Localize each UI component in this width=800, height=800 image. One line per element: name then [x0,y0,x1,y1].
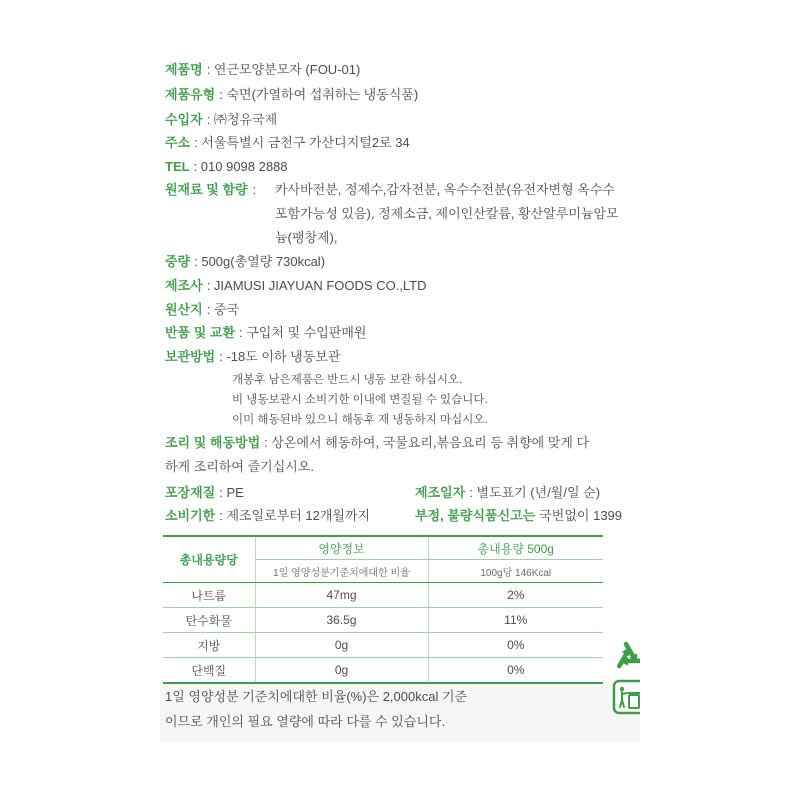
cooking-value: : 상온에서 해동하여, 국물요리,볶음요리 등 취향에 맞게 다 [264,435,590,450]
nutrient-percent: 0% [428,633,603,658]
storage-row [165,347,340,367]
nutrient-name: 탄수화물 [163,608,255,633]
nutrition-header-left: 총내용량당 [163,536,255,583]
storage-note-1: 개봉후 남은제품은 반드시 냉동 보관 하십시오. [232,374,463,386]
manufacture-date-row [415,483,600,503]
tel-label: TEL [165,159,190,174]
ingredients-row [165,180,615,200]
tel-value: : 010 9098 2888 [193,159,288,174]
returns-label: 반품 및 교환 [165,325,236,340]
expiry-label: 소비기한 [165,508,216,523]
trash-bin-icon [612,679,640,715]
nutrition-header-total: 총내용량 500g [428,536,603,560]
nutrition-header-row [163,536,603,560]
nutrient-amount: 0g [255,633,428,658]
address-value: : 서울특별시 금천구 가산디지털2로 34 [194,135,410,150]
importer-row [165,110,277,130]
packaging-label: 포장재질 [165,485,216,500]
nutrient-name: 단백질 [191,663,227,678]
product-type-label: 제품유형 [165,87,216,102]
nutrition-footnote-line-2: 이므로 개인의 필요 열량에 따라 다를 수 있습니다. [165,714,446,729]
tel-row [165,157,288,177]
nutrient-percent: 11% [428,608,603,633]
nutrition-footnote-line-1: 1일 영양성분 기준치에대한 비율(%)은 2,000kcal 기준 [165,689,468,704]
storage-label: 보관방법 [165,349,216,364]
origin-label: 원산지 [165,302,203,317]
nutrient-percent: 0% [428,658,603,684]
cooking-continued: 하게 조리하여 즐기십시오. [165,459,314,474]
weight-label: 중량 [165,254,191,269]
storage-note-3: 이미 해동된바 있으니 해동후 재 냉동하지 마십시오. [232,414,488,426]
table-row [163,608,603,633]
product-type-row [165,85,418,105]
packaging-value: : PE [219,485,244,500]
expiry-row [165,506,370,526]
manufacturer-value: : JIAMUSI JIAYUAN FOODS CO.,LTD [206,278,427,293]
origin-row [165,300,239,320]
nutrition-sub-daily: 1일 영양성분기준치에대한 비율 [255,560,428,583]
product-name-row [165,60,360,80]
product-type-value: : 숙면(가열하여 섭취하는 냉동식품) [219,87,419,102]
product-name-label: 제품명 [165,62,203,77]
weight-row [165,252,325,272]
manufacturer-label: 제조사 [165,278,203,293]
manufacture-date-value: : 별도표기 (년/월/일 순) [469,485,601,500]
table-row [163,633,603,658]
address-label: 주소 [165,135,191,150]
nutrition-table [163,535,603,684]
ingredients-label: 원재료 및 함량 [165,182,248,197]
nutrient-amount: 36.5g [255,608,428,633]
weight-value: : 500g(총열량 730kcal) [194,254,326,269]
importer-label: 수입자 [165,112,203,127]
storage-value: : -18도 이하 냉동보관 [219,349,341,364]
ingredients-line-1: 카사바전분, 정제수,감자전분, 옥수수전분(유전자변형 옥수수 [275,182,615,197]
nutrition-sub-per100: 100g당 146Kcal [428,560,603,583]
expiry-value: : 제조일로부터 12개월까지 [219,508,371,523]
report-value: 국번없이 1399 [539,508,623,523]
storage-note-2: 비 냉동보관시 소비기한 이내에 변질될 수 있습니다. [232,394,488,406]
address-row [165,133,410,153]
table-row [163,658,603,684]
cooking-label: 조리 및 해동방법 [165,435,261,450]
packaging-row [165,483,244,503]
table-row [163,583,603,608]
importer-value: : ㈜청유국제 [206,112,278,127]
origin-value: : 중국 [206,302,240,317]
ingredients-line-2: 포함가능성 있음), 정제소금, 제이인산칼륨, 황산알루미늄암모 [275,206,619,221]
nutrition-header-info: 영양정보 [255,536,428,560]
nutrient-amount: 0g [255,658,428,684]
nutrient-name: 지방 [163,633,255,658]
product-name-value: : 연근모양분모자 (FOU-01) [206,62,361,77]
nutrient-amount: 47mg [255,583,428,608]
manufacture-date-label: 제조일자 [415,485,466,500]
cooking-row [165,433,589,453]
manufacturer-row [165,276,427,296]
ingredients-line-3: 늄(팽창제), [275,230,338,245]
report-label: 부정, 불량식품신고는 [415,508,536,523]
ingredients-separator: : [252,182,257,197]
product-label [160,0,640,800]
recycle-icon [612,638,640,672]
nutrient-percent: 2% [428,583,603,608]
nutrient-name: 나트륨 [163,583,255,608]
returns-value: : 구입처 및 수입판매원 [239,325,367,340]
report-row [415,506,622,526]
returns-row [165,323,367,343]
